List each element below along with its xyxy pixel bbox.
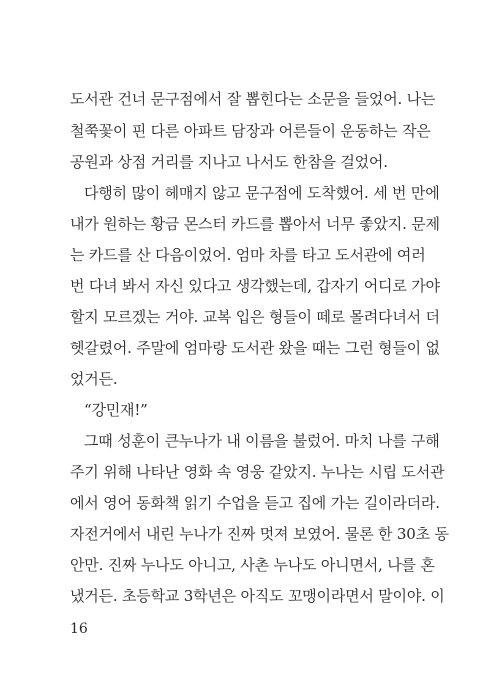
page-number: 16 xyxy=(70,621,88,637)
text-line: 도서관 건너 문구점에서 잘 뽑힌다는 소문을 들었어. 나는 xyxy=(70,90,436,108)
dialogue-line: “강민재!” xyxy=(84,401,148,419)
text-line: 할지 모르겠는 거야. 교복 입은 형들이 떼로 몰려다녀서 더 xyxy=(70,308,440,326)
text-line: 헷갈렸어. 주말에 엄마랑 도서관 왔을 때는 그런 형들이 없 xyxy=(70,339,440,357)
text-line: 다행히 많이 헤매지 않고 문구점에 도착했어. 세 번 만에 xyxy=(84,184,440,202)
text-line: 번 다녀 봐서 자신 있다고 생각했는데, 갑자기 어디로 가야 xyxy=(70,277,440,295)
text-line: 에서 영어 동화책 읽기 수업을 듣고 집에 가는 길이라더라. xyxy=(70,494,440,512)
text-line: 주기 위해 나타난 영화 속 영웅 같았지. 누나는 시립 도서관 xyxy=(70,463,445,481)
text-line: 그때 성훈이 큰누나가 내 이름을 불렀어. 마치 나를 구해 xyxy=(84,432,440,450)
text-line: 자전거에서 내린 누나가 진짜 멋져 보였어. 물론 한 30초 동 xyxy=(70,525,449,543)
text-line: 철쭉꽃이 핀 다른 아파트 담장과 어른들이 운동하는 작은 xyxy=(70,122,431,140)
text-line: 었거든. xyxy=(70,370,118,388)
text-line: 는 카드를 산 다음이었어. 엄마 차를 타고 도서관에 여러 xyxy=(70,246,426,264)
text-line: 안만. 진짜 누나도 아니고, 사촌 누나도 아니면서, 나를 혼 xyxy=(70,556,435,574)
text-line: 공원과 상점 거리를 지나고 나서도 한참을 걸었어. xyxy=(70,153,388,171)
text-line: 내가 원하는 황금 몬스터 카드를 뽑아서 너무 좋았지. 문제 xyxy=(70,215,440,233)
text-line: 냈거든. 초등학교 3학년은 아직도 꼬맹이라면서 말이야. 이 xyxy=(70,587,445,605)
